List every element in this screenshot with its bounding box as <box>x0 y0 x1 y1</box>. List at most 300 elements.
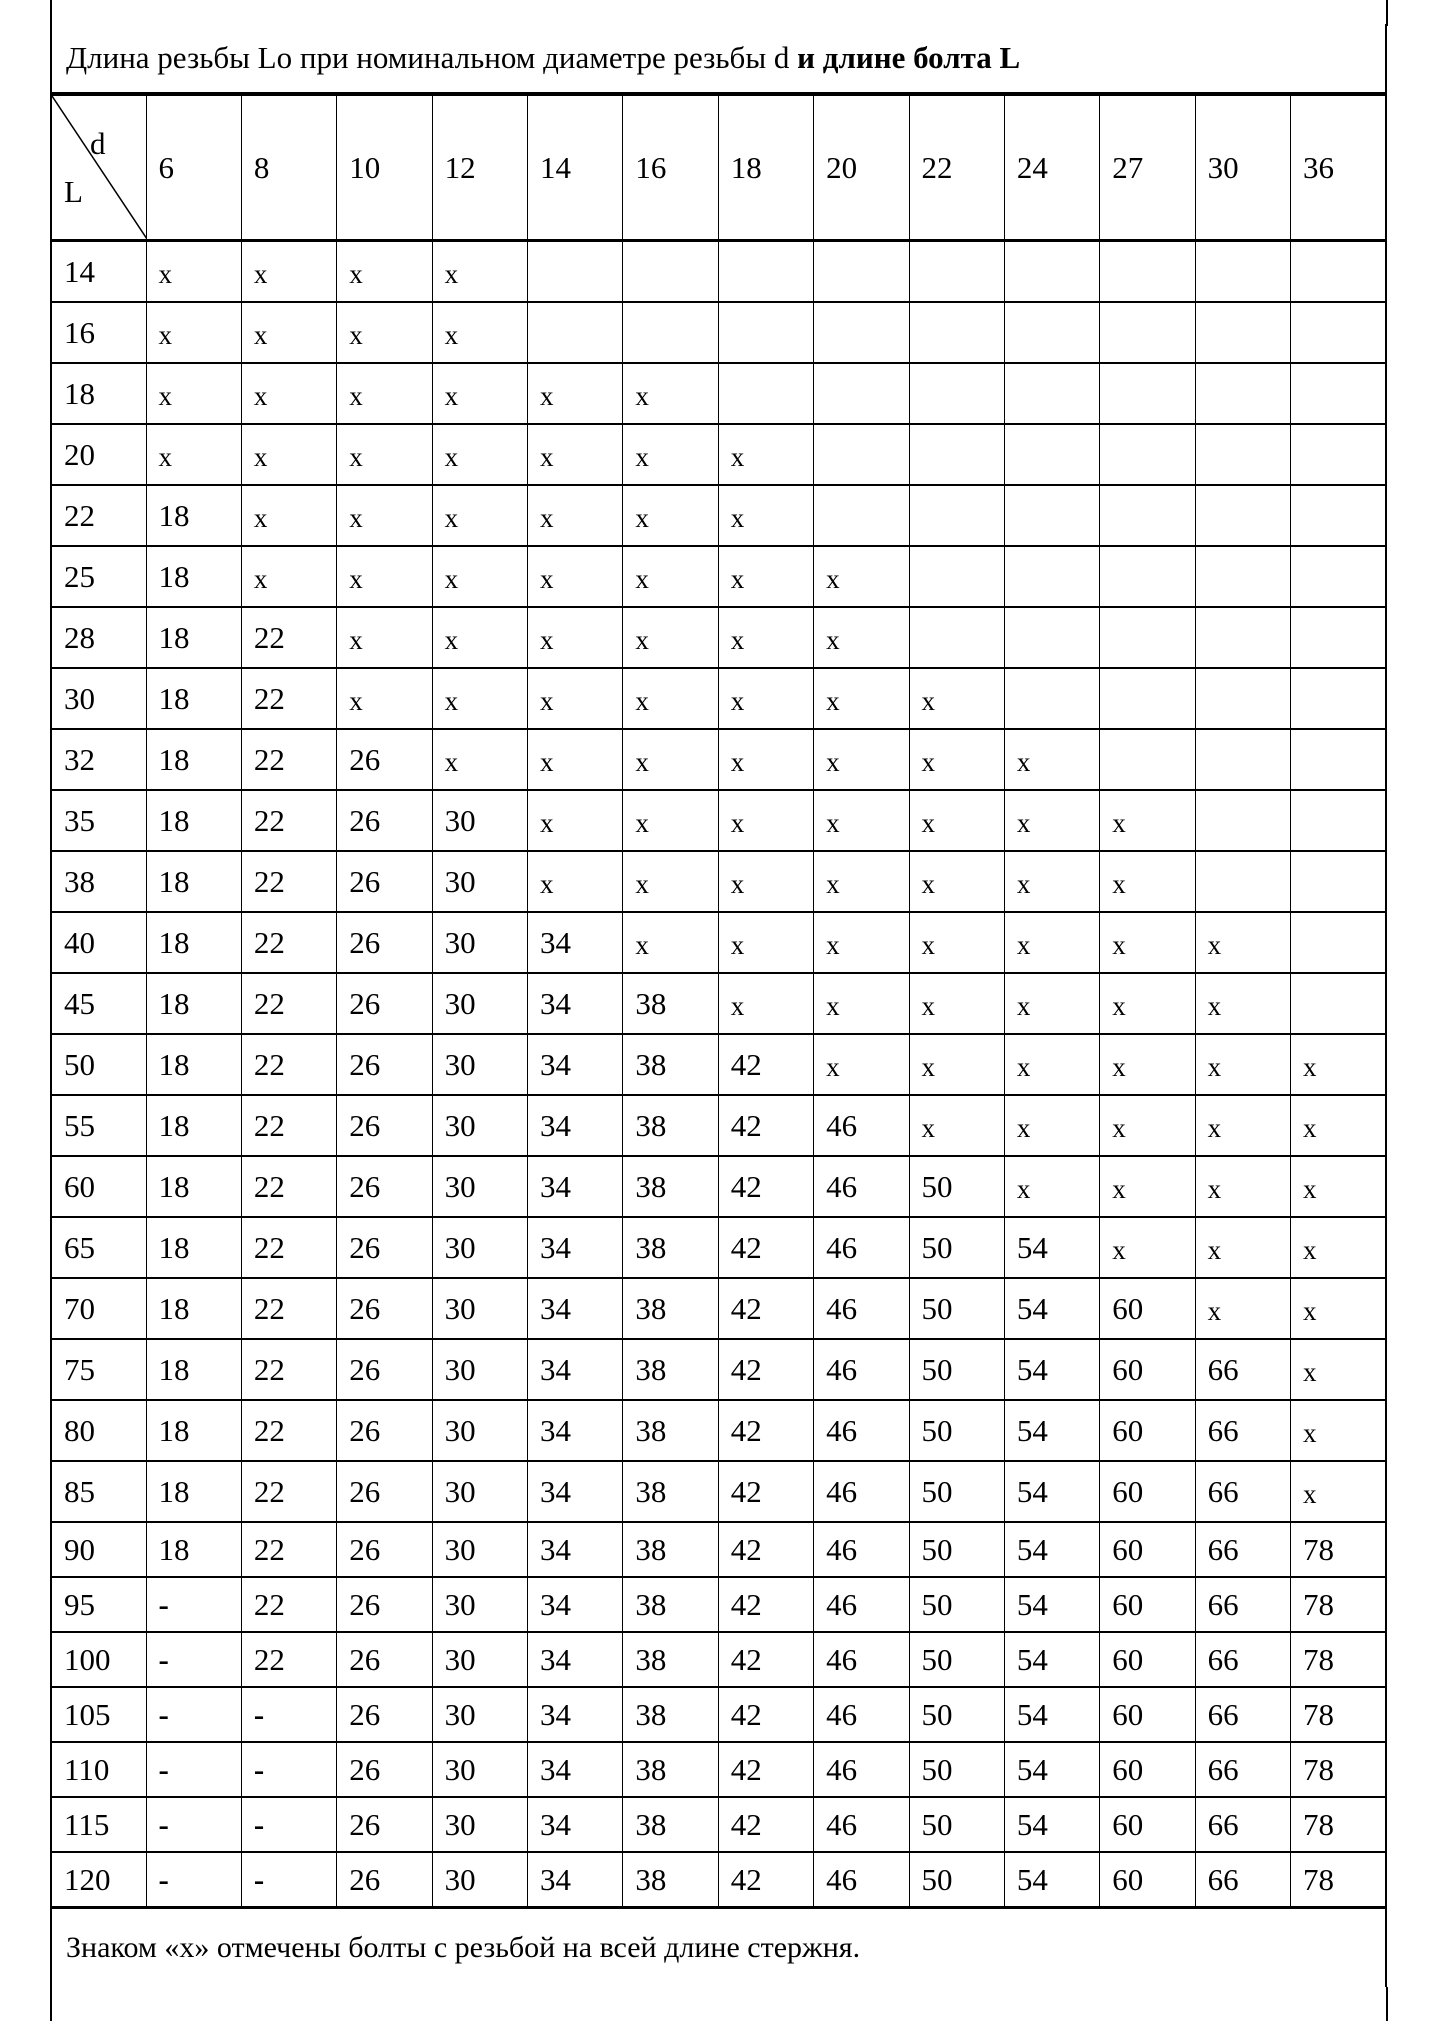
table-cell <box>1195 546 1290 607</box>
table-cell: 78 <box>1291 1632 1387 1687</box>
table-row <box>51 1852 1386 1907</box>
table-cell: 66 <box>1195 1632 1290 1687</box>
table-cell: 54 <box>1004 1742 1099 1797</box>
table-cell: 38 <box>623 1034 718 1095</box>
row-header-L: 20 <box>51 424 146 485</box>
table-cell: 26 <box>337 1577 432 1632</box>
table-cell <box>1195 302 1290 363</box>
table-cell: 26 <box>337 729 432 790</box>
row-header-L: 60 <box>51 1156 146 1217</box>
table-row <box>51 973 1386 1034</box>
table-cell <box>1100 729 1195 790</box>
table-cell: 18 <box>146 973 241 1034</box>
table-cell: 26 <box>337 1095 432 1156</box>
table-cell <box>1004 302 1099 363</box>
table-cell: 50 <box>909 1687 1004 1742</box>
table-cell: x <box>1100 851 1195 912</box>
table-cell: 54 <box>1004 1852 1099 1907</box>
table-cell: 42 <box>718 1095 813 1156</box>
table-cell <box>814 302 909 363</box>
table-cell: 50 <box>909 1278 1004 1339</box>
table-cell: 18 <box>146 1522 241 1577</box>
table-cell: x <box>718 790 813 851</box>
table-cell: - <box>146 1687 241 1742</box>
table-cell: x <box>1004 1095 1099 1156</box>
table-cell: 42 <box>718 1577 813 1632</box>
thread-length-table <box>50 95 1387 1908</box>
table-cell <box>1195 424 1290 485</box>
table-cell: x <box>814 790 909 851</box>
table-cell: - <box>146 1852 241 1907</box>
table-cell: 46 <box>814 1522 909 1577</box>
table-cell: 60 <box>1100 1687 1195 1742</box>
table-cell: 22 <box>241 1522 336 1577</box>
table-cell: 42 <box>718 1461 813 1522</box>
table-cell: 18 <box>146 546 241 607</box>
table-cell: x <box>528 363 623 424</box>
table-title <box>50 24 1387 95</box>
table-cell <box>1004 485 1099 546</box>
title-bold: и длине болта L <box>797 40 1021 75</box>
table-cell: 30 <box>432 1852 527 1907</box>
table-cell: 46 <box>814 1095 909 1156</box>
table-cell <box>528 302 623 363</box>
table-cell: 18 <box>146 1461 241 1522</box>
table-row <box>51 1632 1386 1687</box>
table-cell: x <box>1195 1217 1290 1278</box>
table-cell: x <box>528 485 623 546</box>
table-cell: x <box>814 851 909 912</box>
table-row <box>51 912 1386 973</box>
table-cell: 50 <box>909 1400 1004 1461</box>
table-cell: 66 <box>1195 1339 1290 1400</box>
table-cell: 26 <box>337 1687 432 1742</box>
table-cell: - <box>241 1687 336 1742</box>
title-regular: Длина резьбы Lo при номинальном диаметре резьбы d <box>66 40 798 75</box>
table-cell: x <box>1100 912 1195 973</box>
table-cell: 46 <box>814 1797 909 1852</box>
table-cell: 60 <box>1100 1632 1195 1687</box>
table-cell: 50 <box>909 1852 1004 1907</box>
table-cell: 38 <box>623 1632 718 1687</box>
table-cell: 42 <box>718 1339 813 1400</box>
left-border-tail <box>50 1987 52 2021</box>
table-cell: 46 <box>814 1339 909 1400</box>
table-cell: x <box>909 668 1004 729</box>
table-cell <box>1195 363 1290 424</box>
table-cell: 34 <box>528 1687 623 1742</box>
table-cell: 38 <box>623 1339 718 1400</box>
row-header-L: 100 <box>51 1632 146 1687</box>
table-cell: 42 <box>718 1278 813 1339</box>
table-cell: 78 <box>1291 1797 1387 1852</box>
row-header-L: 50 <box>51 1034 146 1095</box>
table-cell <box>1195 485 1290 546</box>
table-cell <box>1004 546 1099 607</box>
table-cell: 78 <box>1291 1522 1387 1577</box>
table-cell <box>1291 241 1387 303</box>
table-cell: 26 <box>337 1742 432 1797</box>
table-cell: x <box>337 546 432 607</box>
table-cell <box>1100 668 1195 729</box>
row-header-L: 120 <box>51 1852 146 1907</box>
table-cell: - <box>241 1852 336 1907</box>
table-cell: 26 <box>337 790 432 851</box>
table-cell: x <box>1100 1095 1195 1156</box>
table-cell <box>623 302 718 363</box>
table-row <box>51 1797 1386 1852</box>
table-cell: 18 <box>146 1156 241 1217</box>
table-cell: 34 <box>528 1339 623 1400</box>
left-border-stub <box>50 0 52 26</box>
table-cell <box>1004 424 1099 485</box>
table-cell: 22 <box>241 1339 336 1400</box>
table-cell: x <box>432 424 527 485</box>
table-cell: x <box>241 363 336 424</box>
table-cell: 26 <box>337 1522 432 1577</box>
table-cell: 38 <box>623 1217 718 1278</box>
table-cell: 60 <box>1100 1400 1195 1461</box>
table-cell: 38 <box>623 1797 718 1852</box>
column-header-d-18: 18 <box>718 96 813 241</box>
table-cell: 42 <box>718 1217 813 1278</box>
table-cell: 22 <box>241 973 336 1034</box>
table-cell: 26 <box>337 1797 432 1852</box>
row-header-L: 18 <box>51 363 146 424</box>
table-cell: 60 <box>1100 1522 1195 1577</box>
table-cell <box>1195 668 1290 729</box>
table-cell: 46 <box>814 1461 909 1522</box>
table-cell <box>1195 607 1290 668</box>
table-cell: 38 <box>623 1687 718 1742</box>
table-cell: 54 <box>1004 1461 1099 1522</box>
table-cell: 18 <box>146 1339 241 1400</box>
column-header-d-30: 30 <box>1195 96 1290 241</box>
table-body <box>51 241 1386 1908</box>
table-row <box>51 1278 1386 1339</box>
table-cell <box>909 302 1004 363</box>
table-cell <box>528 241 623 303</box>
table-cell: 66 <box>1195 1577 1290 1632</box>
table-cell: 18 <box>146 790 241 851</box>
row-header-L: 65 <box>51 1217 146 1278</box>
table-cell: 42 <box>718 1742 813 1797</box>
table-cell: - <box>241 1742 336 1797</box>
table-cell <box>814 485 909 546</box>
table-cell <box>909 363 1004 424</box>
table-cell: 26 <box>337 1034 432 1095</box>
table-cell: x <box>1291 1217 1387 1278</box>
table-cell: x <box>1291 1156 1387 1217</box>
table-cell <box>1291 485 1387 546</box>
table-cell <box>1195 851 1290 912</box>
table-row <box>51 302 1386 363</box>
table-cell: x <box>814 973 909 1034</box>
table-cell <box>1004 668 1099 729</box>
table-cell: x <box>1195 912 1290 973</box>
table-cell: 46 <box>814 1577 909 1632</box>
table-cell: - <box>146 1577 241 1632</box>
table-cell: x <box>528 851 623 912</box>
table-cell: x <box>528 424 623 485</box>
table-cell: 38 <box>623 1095 718 1156</box>
column-header-d-20: 20 <box>814 96 909 241</box>
table-cell: x <box>432 363 527 424</box>
table-cell: x <box>146 424 241 485</box>
table-cell: 54 <box>1004 1797 1099 1852</box>
table-row <box>51 241 1386 303</box>
table-cell: x <box>1004 729 1099 790</box>
table-cell: x <box>718 424 813 485</box>
table-cell: x <box>337 607 432 668</box>
table-row <box>51 1400 1386 1461</box>
table-cell: x <box>1291 1400 1387 1461</box>
table-cell: x <box>146 363 241 424</box>
table-cell: 60 <box>1100 1797 1195 1852</box>
row-header-L: 14 <box>51 241 146 303</box>
table-cell: 18 <box>146 1217 241 1278</box>
table-cell: 18 <box>146 1400 241 1461</box>
table-cell: 50 <box>909 1632 1004 1687</box>
table-cell: x <box>909 973 1004 1034</box>
table-cell <box>909 607 1004 668</box>
table-cell: 54 <box>1004 1687 1099 1742</box>
table-cell: 54 <box>1004 1577 1099 1632</box>
table-cell <box>1100 485 1195 546</box>
table-cell: 22 <box>241 668 336 729</box>
table-cell: x <box>1100 1156 1195 1217</box>
table-cell: 42 <box>718 1034 813 1095</box>
table-cell: x <box>909 912 1004 973</box>
table-cell: 42 <box>718 1632 813 1687</box>
table-cell: 46 <box>814 1156 909 1217</box>
table-cell: x <box>623 485 718 546</box>
table-cell: 30 <box>432 1577 527 1632</box>
table-row <box>51 424 1386 485</box>
table-cell: 34 <box>528 1217 623 1278</box>
row-header-L: 90 <box>51 1522 146 1577</box>
table-cell: 46 <box>814 1687 909 1742</box>
table-cell: 34 <box>528 1797 623 1852</box>
column-header-d-27: 27 <box>1100 96 1195 241</box>
table-cell: 22 <box>241 912 336 973</box>
table-cell <box>1291 363 1387 424</box>
table-cell: 22 <box>241 607 336 668</box>
table-cell: x <box>432 241 527 303</box>
table-cell: 46 <box>814 1400 909 1461</box>
table-cell: x <box>337 424 432 485</box>
table-cell: 34 <box>528 973 623 1034</box>
table-cell <box>718 241 813 303</box>
table-cell: 22 <box>241 1095 336 1156</box>
table-cell: x <box>241 302 336 363</box>
table-cell: 34 <box>528 1400 623 1461</box>
table-cell: 60 <box>1100 1339 1195 1400</box>
table-cell: x <box>432 546 527 607</box>
table-cell: x <box>623 851 718 912</box>
table-cell: 78 <box>1291 1852 1387 1907</box>
table-cell: 18 <box>146 912 241 973</box>
table-cell: x <box>623 363 718 424</box>
table-cell: x <box>1100 1217 1195 1278</box>
table-cell <box>1291 851 1387 912</box>
table-cell <box>1195 790 1290 851</box>
table-cell: 22 <box>241 1156 336 1217</box>
table-cell <box>1195 729 1290 790</box>
table-cell: 18 <box>146 607 241 668</box>
table-cell: 42 <box>718 1156 813 1217</box>
table-cell: 34 <box>528 1577 623 1632</box>
table-cell: 42 <box>718 1797 813 1852</box>
column-header-d-16: 16 <box>623 96 718 241</box>
table-cell: 50 <box>909 1339 1004 1400</box>
table-cell: 18 <box>146 729 241 790</box>
table-cell <box>1291 668 1387 729</box>
table-cell: x <box>1195 1278 1290 1339</box>
table-cell: 54 <box>1004 1632 1099 1687</box>
right-border-tail <box>1386 1987 1388 2021</box>
row-header-L: 55 <box>51 1095 146 1156</box>
table-row <box>51 1577 1386 1632</box>
table-cell: x <box>337 668 432 729</box>
table-cell: x <box>1004 912 1099 973</box>
table-cell: x <box>718 546 813 607</box>
table-cell <box>909 485 1004 546</box>
column-header-d-14: 14 <box>528 96 623 241</box>
table-cell: 26 <box>337 1632 432 1687</box>
table-cell: x <box>432 668 527 729</box>
table-cell: 54 <box>1004 1217 1099 1278</box>
table-cell: 30 <box>432 1400 527 1461</box>
table-cell: x <box>814 1034 909 1095</box>
row-header-L: 105 <box>51 1687 146 1742</box>
table-cell: x <box>337 241 432 303</box>
thread-length-document <box>50 24 1387 1987</box>
table-cell: 22 <box>241 790 336 851</box>
table-cell: 38 <box>623 1577 718 1632</box>
table-cell: x <box>814 546 909 607</box>
table-cell: x <box>1100 973 1195 1034</box>
table-cell: x <box>528 607 623 668</box>
table-cell: x <box>623 607 718 668</box>
table-cell: 38 <box>623 1461 718 1522</box>
table-cell: 42 <box>718 1400 813 1461</box>
table-cell: 38 <box>623 1742 718 1797</box>
table-cell: x <box>909 1034 1004 1095</box>
table-cell <box>1291 790 1387 851</box>
table-cell: 18 <box>146 851 241 912</box>
table-cell: 22 <box>241 1278 336 1339</box>
row-header-L: 40 <box>51 912 146 973</box>
table-cell: 26 <box>337 851 432 912</box>
table-cell: 30 <box>432 1522 527 1577</box>
table-cell: 26 <box>337 1400 432 1461</box>
table-cell <box>1291 424 1387 485</box>
table-cell: x <box>241 546 336 607</box>
table-cell: 26 <box>337 1278 432 1339</box>
table-row <box>51 1217 1386 1278</box>
table-cell: x <box>718 668 813 729</box>
table-cell: x <box>1291 1095 1387 1156</box>
table-cell <box>1100 241 1195 303</box>
table-cell: x <box>718 973 813 1034</box>
table-cell: 30 <box>432 1742 527 1797</box>
table-cell: x <box>241 424 336 485</box>
table-cell: 26 <box>337 912 432 973</box>
row-header-L: 110 <box>51 1742 146 1797</box>
table-cell: x <box>1004 851 1099 912</box>
table-cell: 30 <box>432 1217 527 1278</box>
table-cell: 30 <box>432 851 527 912</box>
table-row <box>51 607 1386 668</box>
table-cell: 30 <box>432 912 527 973</box>
table-cell <box>718 302 813 363</box>
table-cell: x <box>528 546 623 607</box>
table-cell: 26 <box>337 1852 432 1907</box>
row-header-L: 95 <box>51 1577 146 1632</box>
column-header-d-24: 24 <box>1004 96 1099 241</box>
table-cell: 60 <box>1100 1577 1195 1632</box>
footnote <box>50 1908 1387 1987</box>
table-cell <box>814 424 909 485</box>
table-cell: 30 <box>432 1632 527 1687</box>
table-row <box>51 1742 1386 1797</box>
table-cell: x <box>814 668 909 729</box>
table-cell <box>1291 302 1387 363</box>
table-cell: x <box>718 607 813 668</box>
table-cell: x <box>623 790 718 851</box>
table-cell: 22 <box>241 729 336 790</box>
table-cell: 26 <box>337 1156 432 1217</box>
table-cell <box>623 241 718 303</box>
column-header-d-6: 6 <box>146 96 241 241</box>
table-cell: 50 <box>909 1461 1004 1522</box>
table-cell: 46 <box>814 1742 909 1797</box>
table-cell: 30 <box>432 1156 527 1217</box>
table-cell: x <box>146 302 241 363</box>
table-cell <box>1291 546 1387 607</box>
table-cell: 38 <box>623 973 718 1034</box>
table-cell: x <box>1004 1034 1099 1095</box>
table-cell: 18 <box>146 1034 241 1095</box>
table-cell: 34 <box>528 1632 623 1687</box>
table-cell: 60 <box>1100 1742 1195 1797</box>
table-cell: x <box>241 241 336 303</box>
right-border-stub <box>1386 0 1388 26</box>
row-header-L: 85 <box>51 1461 146 1522</box>
table-cell <box>1291 729 1387 790</box>
table-cell: 18 <box>146 1278 241 1339</box>
corner-cell <box>51 96 146 241</box>
row-header-L: 70 <box>51 1278 146 1339</box>
table-cell: 38 <box>623 1400 718 1461</box>
table-row <box>51 1522 1386 1577</box>
table-cell: 30 <box>432 1095 527 1156</box>
table-cell <box>1100 302 1195 363</box>
table-cell <box>1100 607 1195 668</box>
table-cell: 54 <box>1004 1339 1099 1400</box>
table-cell: x <box>528 790 623 851</box>
table-cell: 54 <box>1004 1278 1099 1339</box>
table-cell: x <box>1291 1461 1387 1522</box>
table-cell: 66 <box>1195 1797 1290 1852</box>
table-cell: 18 <box>146 668 241 729</box>
table-cell: x <box>1100 1034 1195 1095</box>
table-cell: x <box>432 302 527 363</box>
table-cell: 66 <box>1195 1400 1290 1461</box>
column-header-d-22: 22 <box>909 96 1004 241</box>
row-header-L: 80 <box>51 1400 146 1461</box>
